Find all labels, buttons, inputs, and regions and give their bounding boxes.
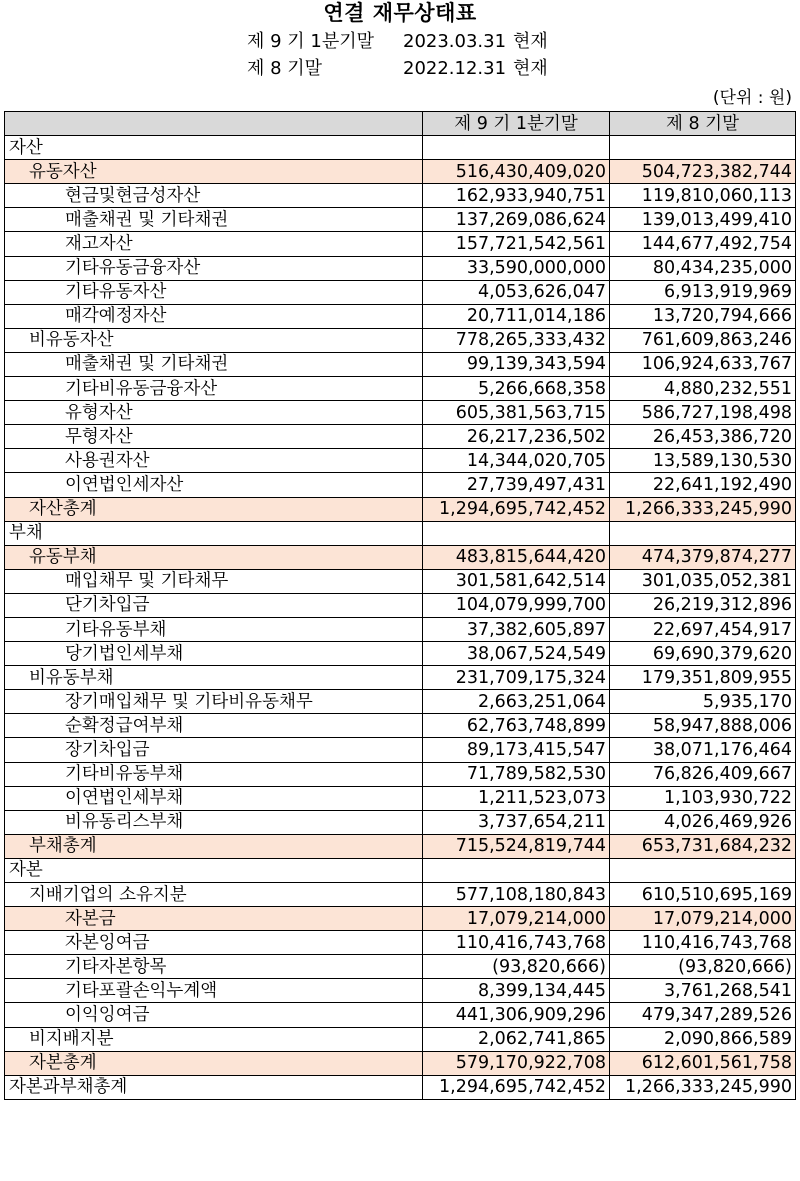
header-prior-period: 제 8 기말 bbox=[610, 112, 796, 136]
prior-period-value: 301,035,052,381 bbox=[610, 569, 796, 593]
account-name: 기타비유동금융자산 bbox=[5, 377, 423, 401]
table-row bbox=[5, 1075, 796, 1099]
period-line-prior bbox=[0, 56, 800, 82]
prior-period-value: 76,826,409,667 bbox=[610, 762, 796, 786]
current-period-value: (93,820,666) bbox=[423, 955, 610, 979]
table-row bbox=[5, 280, 796, 304]
current-period-value: 17,079,214,000 bbox=[423, 907, 610, 931]
current-period-value: 605,381,563,715 bbox=[423, 401, 610, 425]
table-row bbox=[5, 425, 796, 449]
table-row bbox=[5, 642, 796, 666]
prior-period-value: 22,697,454,917 bbox=[610, 617, 796, 641]
unit-note: (단위 : 원) bbox=[712, 88, 792, 108]
table-row bbox=[5, 521, 796, 545]
current-period-value: 231,709,175,324 bbox=[423, 666, 610, 690]
prior-period-value: 144,677,492,754 bbox=[610, 232, 796, 256]
table-row bbox=[5, 473, 796, 497]
current-period-value: 110,416,743,768 bbox=[423, 931, 610, 955]
prior-period-value bbox=[610, 858, 796, 882]
current-period-value: 157,721,542,561 bbox=[423, 232, 610, 256]
account-name: 자산총계 bbox=[5, 497, 423, 521]
table-row bbox=[5, 666, 796, 690]
prior-period-value: 22,641,192,490 bbox=[610, 473, 796, 497]
table-row bbox=[5, 497, 796, 521]
prior-period-value: 610,510,695,169 bbox=[610, 883, 796, 907]
table-row bbox=[5, 545, 796, 569]
account-name: 기타포괄손익누계액 bbox=[5, 979, 423, 1003]
account-name: 기타유동자산 bbox=[5, 280, 423, 304]
period-suffix: 현재 bbox=[513, 58, 548, 79]
current-period-value: 89,173,415,547 bbox=[423, 738, 610, 762]
account-name: 기타유동금융자산 bbox=[5, 256, 423, 280]
table-row bbox=[5, 883, 796, 907]
account-name: 매각예정자산 bbox=[5, 304, 423, 328]
account-name: 이익잉여금 bbox=[5, 1003, 423, 1027]
prior-period-value bbox=[610, 136, 796, 160]
table-row bbox=[5, 931, 796, 955]
prior-period-value: 26,453,386,720 bbox=[610, 425, 796, 449]
current-period-value: 715,524,819,744 bbox=[423, 834, 610, 858]
account-name: 재고자산 bbox=[5, 232, 423, 256]
prior-period-value: 13,589,130,530 bbox=[610, 449, 796, 473]
table-body bbox=[5, 136, 796, 1100]
prior-period-value: 1,266,333,245,990 bbox=[610, 497, 796, 521]
current-period-value: 2,663,251,064 bbox=[423, 690, 610, 714]
account-name: 단기차입금 bbox=[5, 593, 423, 617]
current-period-value: 3,737,654,211 bbox=[423, 810, 610, 834]
current-period-value: 26,217,236,502 bbox=[423, 425, 610, 449]
account-name: 자본잉여금 bbox=[5, 931, 423, 955]
prior-period-value: 612,601,561,758 bbox=[610, 1051, 796, 1075]
current-period-value: 20,711,014,186 bbox=[423, 304, 610, 328]
account-name: 장기차입금 bbox=[5, 738, 423, 762]
current-period-value: 137,269,086,624 bbox=[423, 208, 610, 232]
prior-period-value: 653,731,684,232 bbox=[610, 834, 796, 858]
current-period-value: 38,067,524,549 bbox=[423, 642, 610, 666]
prior-period-value: 17,079,214,000 bbox=[610, 907, 796, 931]
prior-period-value: 58,947,888,006 bbox=[610, 714, 796, 738]
prior-period-value: 4,880,232,551 bbox=[610, 377, 796, 401]
account-name: 유동부채 bbox=[5, 545, 423, 569]
table-row bbox=[5, 714, 796, 738]
account-name: 유형자산 bbox=[5, 401, 423, 425]
table-row bbox=[5, 1051, 796, 1075]
current-period-value: 516,430,409,020 bbox=[423, 160, 610, 184]
header-current-period: 제 9 기 1분기말 bbox=[423, 112, 610, 136]
account-name: 기타유동부채 bbox=[5, 617, 423, 641]
current-period-value: 301,581,642,514 bbox=[423, 569, 610, 593]
prior-period-value: 80,434,235,000 bbox=[610, 256, 796, 280]
account-name: 비유동리스부채 bbox=[5, 810, 423, 834]
current-period-value: 483,815,644,420 bbox=[423, 545, 610, 569]
table-row bbox=[5, 979, 796, 1003]
table-row bbox=[5, 328, 796, 352]
account-name: 자본 bbox=[5, 858, 423, 882]
current-period-value: 27,739,497,431 bbox=[423, 473, 610, 497]
table-header-row bbox=[5, 112, 796, 136]
period-line-current bbox=[0, 29, 800, 55]
prior-period-value: 179,351,809,955 bbox=[610, 666, 796, 690]
current-period-value: 104,079,999,700 bbox=[423, 593, 610, 617]
period-suffix: 현재 bbox=[513, 31, 548, 52]
prior-period-value: 3,761,268,541 bbox=[610, 979, 796, 1003]
current-period-value: 1,294,695,742,452 bbox=[423, 1075, 610, 1099]
prior-period-value bbox=[610, 521, 796, 545]
current-period-value: 99,139,343,594 bbox=[423, 352, 610, 376]
current-period-value: 33,590,000,000 bbox=[423, 256, 610, 280]
table-row bbox=[5, 690, 796, 714]
table-row bbox=[5, 762, 796, 786]
period-label: 제 9 기 1분기말 bbox=[247, 31, 375, 52]
table-row bbox=[5, 834, 796, 858]
account-name: 무형자산 bbox=[5, 425, 423, 449]
prior-period-value: 504,723,382,744 bbox=[610, 160, 796, 184]
table-row bbox=[5, 377, 796, 401]
document-title: 연결 재무상태표 bbox=[323, 1, 477, 25]
table-row bbox=[5, 232, 796, 256]
prior-period-value: 4,026,469,926 bbox=[610, 810, 796, 834]
table-row bbox=[5, 449, 796, 473]
current-period-value: 8,399,134,445 bbox=[423, 979, 610, 1003]
table-row bbox=[5, 907, 796, 931]
period-label: 제 8 기말 bbox=[247, 58, 323, 79]
prior-period-value: 2,090,866,589 bbox=[610, 1027, 796, 1051]
prior-period-value: 5,935,170 bbox=[610, 690, 796, 714]
table-row bbox=[5, 352, 796, 376]
balance-sheet-table bbox=[4, 111, 796, 1100]
current-period-value: 441,306,909,296 bbox=[423, 1003, 610, 1027]
current-period-value: 37,382,605,897 bbox=[423, 617, 610, 641]
account-name: 이연법인세자산 bbox=[5, 473, 423, 497]
table-row bbox=[5, 304, 796, 328]
account-name: 순확정급여부채 bbox=[5, 714, 423, 738]
prior-period-value: 38,071,176,464 bbox=[610, 738, 796, 762]
prior-period-value: (93,820,666) bbox=[610, 955, 796, 979]
prior-period-value: 119,810,060,113 bbox=[610, 184, 796, 208]
period-date: 2023.03.31 bbox=[403, 31, 507, 52]
prior-period-value: 106,924,633,767 bbox=[610, 352, 796, 376]
account-name: 매출채권 및 기타채권 bbox=[5, 352, 423, 376]
account-name: 현금및현금성자산 bbox=[5, 184, 423, 208]
current-period-value: 577,108,180,843 bbox=[423, 883, 610, 907]
table-row bbox=[5, 1027, 796, 1051]
table-row bbox=[5, 810, 796, 834]
account-name: 이연법인세부채 bbox=[5, 786, 423, 810]
table-row bbox=[5, 786, 796, 810]
prior-period-value: 1,266,333,245,990 bbox=[610, 1075, 796, 1099]
table-row bbox=[5, 858, 796, 882]
prior-period-value: 761,609,863,246 bbox=[610, 328, 796, 352]
account-name: 비지배지분 bbox=[5, 1027, 423, 1051]
table-row bbox=[5, 160, 796, 184]
current-period-value: 71,789,582,530 bbox=[423, 762, 610, 786]
prior-period-value: 479,347,289,526 bbox=[610, 1003, 796, 1027]
header-account bbox=[5, 112, 423, 136]
account-name: 부채 bbox=[5, 521, 423, 545]
account-name: 자본총계 bbox=[5, 1051, 423, 1075]
account-name: 자본금 bbox=[5, 907, 423, 931]
table-row bbox=[5, 569, 796, 593]
table-row bbox=[5, 208, 796, 232]
current-period-value: 778,265,333,432 bbox=[423, 328, 610, 352]
table-row bbox=[5, 1003, 796, 1027]
current-period-value: 162,933,940,751 bbox=[423, 184, 610, 208]
prior-period-value: 13,720,794,666 bbox=[610, 304, 796, 328]
account-name: 부채총계 bbox=[5, 834, 423, 858]
period-date: 2022.12.31 bbox=[403, 58, 507, 79]
table-row bbox=[5, 136, 796, 160]
prior-period-value: 586,727,198,498 bbox=[610, 401, 796, 425]
account-name: 당기법인세부채 bbox=[5, 642, 423, 666]
account-name: 매입채무 및 기타채무 bbox=[5, 569, 423, 593]
account-name: 기타비유동부채 bbox=[5, 762, 423, 786]
prior-period-value: 1,103,930,722 bbox=[610, 786, 796, 810]
current-period-value: 2,062,741,865 bbox=[423, 1027, 610, 1051]
account-name: 자본과부채총계 bbox=[5, 1075, 423, 1099]
table-row bbox=[5, 256, 796, 280]
current-period-value: 1,211,523,073 bbox=[423, 786, 610, 810]
table-row bbox=[5, 738, 796, 762]
account-name: 기타자본항목 bbox=[5, 955, 423, 979]
table-row bbox=[5, 617, 796, 641]
account-name: 사용권자산 bbox=[5, 449, 423, 473]
current-period-value: 5,266,668,358 bbox=[423, 377, 610, 401]
account-name: 유동자산 bbox=[5, 160, 423, 184]
account-name: 지배기업의 소유지분 bbox=[5, 883, 423, 907]
prior-period-value: 6,913,919,969 bbox=[610, 280, 796, 304]
account-name: 비유동자산 bbox=[5, 328, 423, 352]
table-row bbox=[5, 593, 796, 617]
prior-period-value: 474,379,874,277 bbox=[610, 545, 796, 569]
account-name: 매출채권 및 기타채권 bbox=[5, 208, 423, 232]
table-row bbox=[5, 955, 796, 979]
table-row bbox=[5, 184, 796, 208]
current-period-value: 4,053,626,047 bbox=[423, 280, 610, 304]
current-period-value: 1,294,695,742,452 bbox=[423, 497, 610, 521]
prior-period-value: 26,219,312,896 bbox=[610, 593, 796, 617]
account-name: 장기매입채무 및 기타비유동채무 bbox=[5, 690, 423, 714]
account-name: 자산 bbox=[5, 136, 423, 160]
prior-period-value: 139,013,499,410 bbox=[610, 208, 796, 232]
current-period-value bbox=[423, 136, 610, 160]
prior-period-value: 69,690,379,620 bbox=[610, 642, 796, 666]
prior-period-value: 110,416,743,768 bbox=[610, 931, 796, 955]
current-period-value bbox=[423, 858, 610, 882]
current-period-value: 62,763,748,899 bbox=[423, 714, 610, 738]
current-period-value: 579,170,922,708 bbox=[423, 1051, 610, 1075]
current-period-value bbox=[423, 521, 610, 545]
current-period-value: 14,344,020,705 bbox=[423, 449, 610, 473]
account-name: 비유동부채 bbox=[5, 666, 423, 690]
table-row bbox=[5, 401, 796, 425]
